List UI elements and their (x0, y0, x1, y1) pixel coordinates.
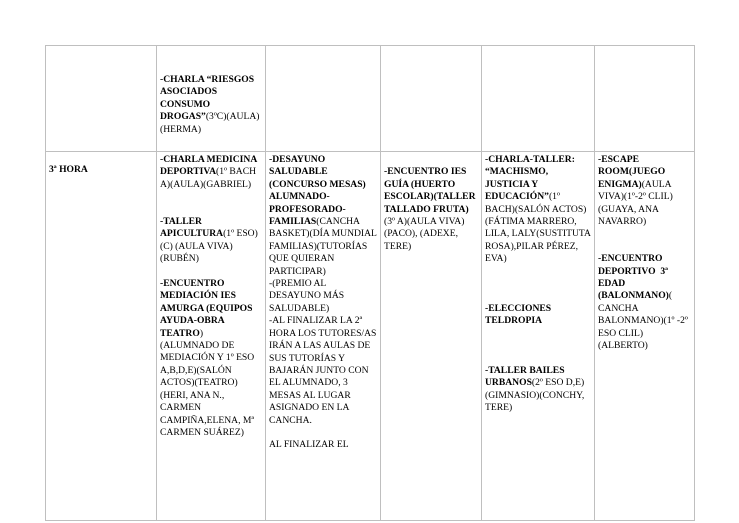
activity-entry (160, 74, 262, 136)
spacer (160, 266, 262, 278)
activity-title: -TALLER APICULTURA (160, 216, 224, 240)
table-cell (381, 46, 482, 152)
table-cell (157, 152, 266, 521)
table-cell (381, 152, 482, 521)
activity-entry (384, 166, 478, 253)
activity-details: (1º BACH A)(AULA)(GABRIEL) (160, 166, 258, 190)
table-cell (482, 46, 595, 152)
activity-details: (2º ESO D,E)(GIMNASIO)(CONCHY, TERE) (485, 377, 587, 414)
table-cell (266, 152, 381, 521)
activity-title: -DESAYUNO SALUDABLE (CONCURSO MESAS) ALUMNADO-PROFESORADO-FAMILIAS (269, 154, 368, 228)
activity-details: ( CANCHA BALONMANO)(1º -2º ESO CLIL)(ALBERTO) (598, 290, 691, 352)
spacer (485, 328, 591, 365)
table-cell (482, 152, 595, 521)
activity-title: -ENCUENTRO DEPORTIVO 3ª EDAD (BALONMANO) (598, 253, 671, 302)
activity-title: -CHARLA “RIESGOS ASOCIADOS CONSUMO DROGAS” (160, 74, 256, 123)
table-row (46, 152, 695, 521)
activity-details: (3º A)(AULA VIVA)(PACO), (ADEXE, TERE) (384, 216, 465, 252)
table-cell (595, 46, 695, 152)
activity-title: -CHARLA-TALLER: “MACHISMO, JUSTICIA Y EDUCACIÓN” (485, 154, 578, 203)
activity-details: (1º ESO) (C) (AULA VIVA)(RUBÉN) (160, 228, 261, 265)
table-cell (266, 46, 381, 152)
activity-details: (AULA VIVA)(1º-2º CLIL)(GUAYA, ANA NAVARRO) (598, 178, 674, 228)
activity-entry (485, 154, 591, 266)
table-row (46, 46, 695, 152)
schedule-table (45, 45, 695, 521)
activity-entry (598, 253, 691, 352)
activity-details: (1º BACH)(SALÓN ACTOS)(FÁTIMA MARRERO, LILA, LALY(SUSTITUTA ROSA),PILAR PÉREZ, EVA) (485, 191, 593, 265)
activity-entry (160, 154, 262, 191)
activity-title: -TALLER BAILES URBANOS (485, 364, 567, 389)
table-cell (46, 46, 157, 152)
activity-details: )(ALUMNADO DE MEDIACIÓN Y 1º ESO A,B,D,E)(SALÓN ACTOS)(TEATRO)(HERI, ANA N., CARMEN CAMPIÑA,ELENA, Mª CARMEN SUÁREZ) (160, 327, 257, 438)
activity-details: (3ºC)(AULA)(HERMA) (160, 111, 260, 135)
table-cell (157, 46, 266, 152)
activity-title: -CHARLA MEDICINA DEPORTIVA (160, 154, 260, 178)
activity-entry (598, 154, 691, 228)
activity-title: -ESCAPE ROOM(JUEGO ENIGMA) (598, 154, 668, 190)
activity-title: -ENCUENTRO MEDIACIÓN IES AMURGA (EQUIPOS AYUDA-OBRA TEATRO (160, 278, 255, 339)
activity-entry (485, 303, 591, 328)
spacer (269, 427, 377, 439)
hour-cell (46, 152, 157, 521)
table-cell (595, 152, 695, 521)
spacer (160, 191, 262, 216)
hour-label: 3ª HORA (49, 164, 88, 175)
activity-details: AL FINALIZAR EL (269, 439, 349, 451)
spacer (384, 154, 478, 166)
activity-entry (269, 439, 377, 451)
activity-entry (485, 365, 591, 415)
activity-entry (160, 278, 262, 439)
activity-details: (CANCHA BASKET)(DÍA MUNDIAL FAMILIAS)(TUTORÍAS QUE QUIERAN PARTICIPAR) -(PREMIO AL DESAYUNO MÁS SALUDABLE) -AL FINALIZAR LA 2ª HORA LOS TUTORES/AS IRÁN A LAS AULAS DE SUS TUTORÍAS Y BAJARÁN JUNTO CON EL ALUMNADO, 3 MESAS AL LUGAR ASIGNADO EN LA CANCHA. (269, 216, 377, 426)
activity-title: -ENCUENTRO IES GUÍA (HUERTO ESCOLAR)(TALLER TALLADO FRUTA) (384, 166, 478, 215)
spacer (485, 266, 591, 303)
activity-entry (269, 154, 377, 427)
activity-title: -ELECCIONES TELDROPIA (485, 302, 554, 327)
activity-entry (160, 216, 262, 266)
spacer (598, 228, 691, 253)
